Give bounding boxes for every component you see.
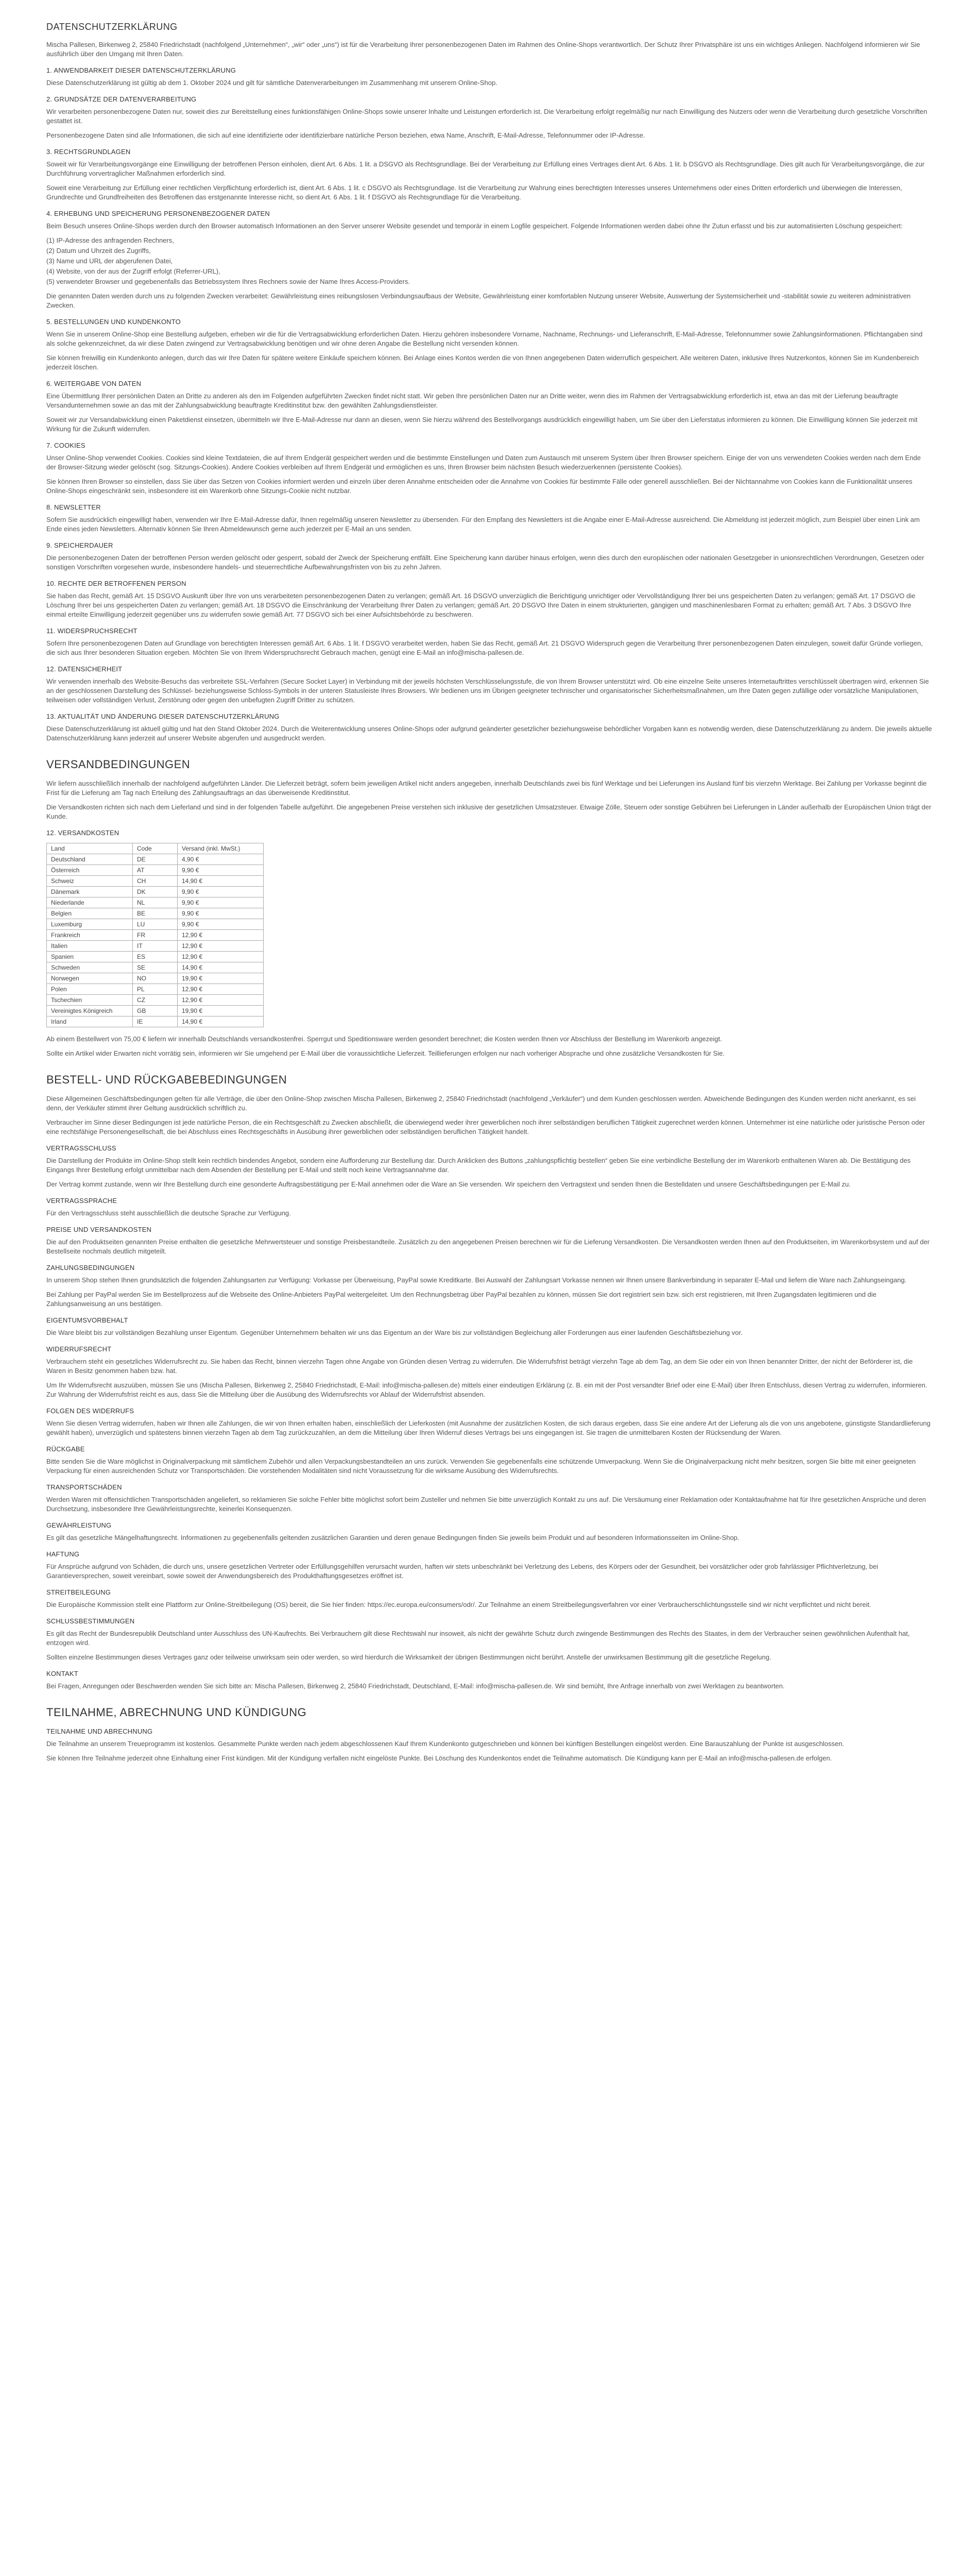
section-paragraph: Der Vertrag kommt zustande, wenn wir Ihre Bestellung durch eine gesonderte Auftragsbestätigung per E-Mail annehmen oder die Ware an Sie versenden. Wir speichern den Vertragstext und senden Ihnen die Bestelldaten und unsere Geschäftsbedingungen per E-Mail zu. xyxy=(46,1180,851,1188)
table-cell: Tschechien xyxy=(47,995,133,1006)
table-cell: LU xyxy=(133,919,178,930)
table-cell: Spanien xyxy=(47,952,133,962)
section-heading: VERTRAGSSPRACHE xyxy=(46,1197,117,1205)
section-paragraph: Sofern Sie ausdrücklich eingewilligt haben, verwenden wir Ihre E-Mail-Adresse dafür, Ihnen regelmäßig unseren Newsletter zu übersenden. Für den Empfang des Newsletters ist die Angabe einer E-Mail-Adresse ausreichend. Die Abmeldung ist jederzeit möglich, zum Beispiel über einen Link am Ende eines jeden Newsletters. Alternativ können Sie Ihren Abmeldewunsch gerne auch jederzeit per E-Mail an uns senden. xyxy=(46,516,920,533)
section-paragraph: Soweit eine Verarbeitung zur Erfüllung einer rechtlichen Verpflichtung erforderlich ist, dient Art. 6 Abs. 1 lit. c DSGVO als Rechtsgrundlage. Ist die Verarbeitung zur Wahrung eines berechtigten Interesses unseres Unternehmens oder eines Dritten erforderlich und überwiegen die Interessen, Grundrechte und Grundfreiheiten des Betroffenen das erstgenannte Interesse nicht, so dient Art. 6 Abs. 1 lit. f DSGVO als Rechtsgrundlage für die Verarbeitung. xyxy=(46,184,902,201)
section-paragraph: Sofern Ihre personenbezogenen Daten auf Grundlage von berechtigten Interessen gemäß Art. 6 Abs. 1 lit. f DSGVO verarbeitet werden, haben Sie das Recht, gemäß Art. 21 DSGVO Widerspruch gegen die Verarbeitung Ihrer personenbezogenen Daten einzulegen, soweit dafür Gründe vorliegen, die sich aus Ihrer besonderen Situation ergeben. Möchten Sie von Ihrem Widerspruchsrecht Gebrauch machen, genügt eine E-Mail an info@mischa-pallesen.de. xyxy=(46,639,923,656)
section-paragraph: Die genannten Daten werden durch uns zu folgenden Zwecken verarbeitet: Gewährleistung eines reibungslosen Verbindungsaufbaus der Website, Gewährleistung einer komfortablen Nutzung unserer Website, Auswertung der Systemsicherheit und -stabilität sowie zu weiteren administrativen Zwecken. xyxy=(46,292,911,309)
shipping-after-table-2: Sollte ein Artikel wider Erwarten nicht vorrätig sein, informieren wir Sie umgehend per E-Mail über die voraussichtliche Lieferzeit. Teillieferungen erfolgen nur nach vorheriger Absprache und ohne zusätzliche Versandkosten für Sie. xyxy=(46,1049,725,1057)
table-cell: 12,90 € xyxy=(178,984,264,995)
document-section xyxy=(46,665,932,705)
table-header-country: Land xyxy=(47,843,133,854)
section-heading: KONTAKT xyxy=(46,1670,78,1677)
table-header-row xyxy=(47,843,264,854)
table-row xyxy=(47,887,264,897)
table-row xyxy=(47,897,264,908)
table-cell: Österreich xyxy=(47,865,133,876)
table-row xyxy=(47,908,264,919)
section-list xyxy=(46,236,932,286)
shipping-cost-table xyxy=(46,843,264,1027)
section-heading: 5. BESTELLUNGEN UND KUNDENKONTO xyxy=(46,318,181,326)
table-cell: ES xyxy=(133,952,178,962)
table-cell: Irland xyxy=(47,1016,133,1027)
document-section xyxy=(46,1550,932,1581)
section-paragraph: Es gilt das Recht der Bundesrepublik Deutschland unter Ausschluss des UN-Kaufrechts. Bei Verbrauchern gilt diese Rechtswahl nur insoweit, als nicht der gewährte Schutz durch zwingende Bestimmungen des Rechts des Staates, in dem der Verbraucher seinen gewöhnlichen Aufenthalt hat, entzogen wird. xyxy=(46,1630,910,1647)
shipping-para-1: Wir liefern ausschließlich innerhalb der nachfolgend aufgeführten Länder. Die Lieferzeit beträgt, sofern beim jeweiligen Artikel nicht anders angegeben, innerhalb Deutschlands zwei bis fünf Werktage und bei Lieferungen ins Ausland fünf bis vierzehn Werktage. Bei Zahlung per Vorkasse beginnt die Frist für die Lieferung am Tag nach Erteilung des Zahlungsauftrags an das überweisende Kreditinstitut. xyxy=(46,779,927,796)
section-heading: ZAHLUNGSBEDINGUNGEN xyxy=(46,1264,135,1272)
table-cell: CZ xyxy=(133,995,178,1006)
table-row xyxy=(47,930,264,941)
section-paragraph: Soweit wir zur Versandabwicklung einen Paketdienst einsetzen, übermitteln wir Ihre E-Mail-Adresse nur dann an diesen, wenn Sie hierzu während des Bestellvorgangs ausdrücklich eingewilligt haben, um Sie über den Lieferstatus informieren zu können. Die Einwilligung können Sie jederzeit mit Wirkung für die Zukunft widerrufen. xyxy=(46,416,918,433)
table-cell: 9,90 € xyxy=(178,908,264,919)
privacy-policy-section xyxy=(46,21,932,743)
document-section xyxy=(46,1196,932,1218)
document-section xyxy=(46,441,932,496)
section-heading: WIDERRUFSRECHT xyxy=(46,1345,112,1353)
table-cell: 9,90 € xyxy=(178,865,264,876)
section-paragraph: Um Ihr Widerrufsrecht auszuüben, müssen Sie uns (Mischa Pallesen, Birkenweg 2, 25840 Friedrichstadt, E-Mail: info@mischa-pallesen.de) mittels einer eindeutigen Erklärung (z. B. ein mit der Post versandter Brief oder eine E-Mail) über Ihren Entschluss, diesen Vertrag zu widerrufen, informieren. Zur Wahrung der Widerrufsfrist reicht es aus, dass Sie die Mitteilung über die Ausübung des Widerrufsrechts vor Ablauf der Widerrufsfrist absenden. xyxy=(46,1381,927,1398)
table-header-code: Code xyxy=(133,843,178,854)
table-cell: 14,90 € xyxy=(178,962,264,973)
document-section xyxy=(46,541,932,572)
table-row xyxy=(47,876,264,887)
table-cell: Norwegen xyxy=(47,973,133,984)
order-terms-sections xyxy=(46,1144,932,1691)
table-cell: 12,90 € xyxy=(178,941,264,952)
section-paragraph: Die Ware bleibt bis zur vollständigen Bezahlung unser Eigentum. Gegenüber Unternehmern behalten wir uns das Eigentum an der Ware bis zur vollständigen Begleichung aller Forderungen aus einer laufenden Geschäftsbeziehung vor. xyxy=(46,1329,743,1336)
table-cell: Belgien xyxy=(47,908,133,919)
table-cell: 19,90 € xyxy=(178,973,264,984)
order-intro-2: Verbraucher im Sinne dieser Bedingungen ist jede natürliche Person, die ein Rechtsgeschäft zu Zwecken abschließt, die überwiegend weder ihrer gewerblichen noch ihrer selbständigen beruflichen Tätigkeit zugerechnet werden können. Unternehmer ist eine natürliche oder juristische Person oder eine rechtsfähige Personengesellschaft, die bei Abschluss eines Rechtsgeschäfts in Ausübung ihrer gewerblichen oder selbständigen beruflichen Tätigkeit handelt. xyxy=(46,1118,925,1136)
section-paragraph: Sollten einzelne Bestimmungen dieses Vertrages ganz oder teilweise unwirksam sein oder werden, so wird hierdurch die Wirksamkeit der übrigen Bestimmungen nicht berührt. Anstelle der unwirksamen Bestimmung gilt die gesetzliche Regelung. xyxy=(46,1653,771,1661)
section-paragraph: Die auf den Produktseiten genannten Preise enthalten die gesetzliche Mehrwertsteuer und sonstige Preisbestandteile. Zusätzlich zu den angegebenen Preisen berechnen wir für die Lieferung Versandkosten. Die Versandkosten werden Ihnen auf den Produktseiten, im Warenkorbsystem und auf der Bestellseite nochmals deutlich mitgeteilt. xyxy=(46,1238,930,1255)
table-cell: NL xyxy=(133,897,178,908)
privacy-intro: Mischa Pallesen, Birkenweg 2, 25840 Friedrichstadt (nachfolgend „Unternehmen“, „wir“ oder „uns“) ist für die Verarbeitung Ihrer personenbezogenen Daten im Rahmen des Online-Shops verantwortlich. Der Schutz Ihrer Privatsphäre ist uns ein wichtiges Anliegen. Nachfolgend informieren wir Sie ausführlich über den Umgang mit Ihren Daten. xyxy=(46,41,920,58)
document-section xyxy=(46,712,932,743)
privacy-sections xyxy=(46,66,932,743)
section-paragraph: Personenbezogene Daten sind alle Informationen, die sich auf eine identifizierte oder identifizierbare natürliche Person beziehen, etwa Name, Anschrift, E-Mail-Adresse, Telefonnummer oder IP-Adresse. xyxy=(46,131,645,139)
section-paragraph: Werden Waren mit offensichtlichen Transportschäden angeliefert, so reklamieren Sie solche Fehler bitte möglichst sofort beim Zusteller und nehmen Sie bitte unverzüglich Kontakt zu uns auf. Die Versäumung einer Reklamation oder Kontaktaufnahme hat für Ihre gesetzlichen Ansprüche und deren Durchsetzung, insbesondere Ihre Gewährleistungsrechte, keinerlei Konsequenzen. xyxy=(46,1496,926,1513)
section-heading: 10. RECHTE DER BETROFFENEN PERSON xyxy=(46,580,186,587)
participation-subheading: TEILNAHME UND ABRECHNUNG xyxy=(46,1727,153,1735)
list-item: (5) verwendeter Browser und gegebenenfalls das Betriebssystem Ihres Rechners sowie der Name Ihres Access-Providers. xyxy=(46,278,410,285)
shipping-terms-title: VERSANDBEDINGUNGEN xyxy=(46,758,191,771)
table-cell: Dänemark xyxy=(47,887,133,897)
table-cell: Polen xyxy=(47,984,133,995)
section-paragraph: Sie können Ihren Browser so einstellen, dass Sie über das Setzen von Cookies informiert werden und einzeln über deren Annahme entscheiden oder die Annahme von Cookies für bestimmte Fälle oder generell ausschließen. Bei der Nichtannahme von Cookies kann die Funktionalität unseres Online-Shops eingeschränkt sein, insbesondere ist ein Warenkorb ohne Sitzungs-Cookie nicht nutzbar. xyxy=(46,478,913,495)
participation-para-2: Sie können Ihre Teilnahme jederzeit ohne Einhaltung einer Frist kündigen. Mit der Kündigung verfallen nicht eingelöste Punkte. Bei Löschung des Kundenkontos endet die Teilnahme automatisch. Die Kündigung kann per E-Mail an info@mischa-pallesen.de erfolgen. xyxy=(46,1754,832,1762)
table-cell: Schweden xyxy=(47,962,133,973)
section-heading: VERTRAGSSCHLUSS xyxy=(46,1144,116,1152)
shipping-terms-section xyxy=(46,757,932,1058)
table-header-cost: Versand (inkl. MwSt.) xyxy=(178,843,264,854)
table-cell: 9,90 € xyxy=(178,887,264,897)
section-heading: 11. WIDERSPRUCHSRECHT xyxy=(46,627,137,635)
shipping-after-table-1: Ab einem Bestellwert von 75,00 € liefern wir innerhalb Deutschlands versandkostenfrei. Sperrgut und Speditionsware werden gesondert berechnet; die Kosten werden Ihnen vor Abschluss der Bestellung im Warenkorb angezeigt. xyxy=(46,1035,722,1043)
section-paragraph: Für den Vertragsschluss steht ausschließlich die deutsche Sprache zur Verfügung. xyxy=(46,1209,291,1217)
list-item: (3) Name und URL der abgerufenen Datei, xyxy=(46,257,173,265)
table-cell: CH xyxy=(133,876,178,887)
section-paragraph: Sie können freiwillig ein Kundenkonto anlegen, durch das wir Ihre Daten für spätere weitere Einkäufe speichern können. Bei Anlage eines Kontos werden die von Ihnen angegebenen Daten widerruflich gespeichert. Alle weiteren Daten, inklusive Ihres Nutzerkontos, können Sie im Kundenbereich jederzeit löschen. xyxy=(46,354,919,371)
table-row xyxy=(47,995,264,1006)
shipping-cost-table-wrap xyxy=(46,843,932,1027)
table-cell: Vereinigtes Königreich xyxy=(47,1006,133,1016)
document-section xyxy=(46,1345,932,1399)
section-heading: PREISE UND VERSANDKOSTEN xyxy=(46,1226,152,1233)
table-cell: FR xyxy=(133,930,178,941)
document-section xyxy=(46,1617,932,1662)
table-cell: SE xyxy=(133,962,178,973)
table-row xyxy=(47,952,264,962)
section-heading: STREITBEILEGUNG xyxy=(46,1588,111,1596)
document-section xyxy=(46,1144,932,1189)
section-heading: 8. NEWSLETTER xyxy=(46,503,101,511)
section-heading: FOLGEN DES WIDERRUFS xyxy=(46,1407,134,1415)
table-cell: DK xyxy=(133,887,178,897)
order-intro-1: Diese Allgemeinen Geschäftsbedingungen gelten für alle Verträge, die über den Online-Shop zwischen Mischa Pallesen, Birkenweg 2, 25840 Friedrichstadt (nachfolgend „Verkäufer“) und dem Kunden geschlossen werden. Abweichende Bedingungen des Kunden werden nicht anerkannt, es sei denn, der Verkäufer stimmt ihrer Geltung ausdrücklich schriftlich zu. xyxy=(46,1095,916,1112)
table-row xyxy=(47,1016,264,1027)
document-section xyxy=(46,317,932,372)
section-paragraph: Diese Datenschutzerklärung ist aktuell gültig und hat den Stand Oktober 2024. Durch die Weiterentwicklung unseres Online-Shops oder aufgrund geänderter gesetzlicher beziehungsweise behördlicher Vorgaben kann es notwendig werden, diese Datenschutzerklärung zu ändern. Die jeweils aktuelle Datenschutzerklärung kann jederzeit auf unserer Website abgerufen und ausgedruckt werden. xyxy=(46,725,932,742)
section-paragraph: Bei Zahlung per PayPal werden Sie im Bestellprozess auf die Webseite des Online-Anbieters PayPal weitergeleitet. Um den Rechnungsbetrag über PayPal bezahlen zu können, müssen Sie dort registriert sein bzw. sich erst registrieren, mit Ihren Zugangsdaten legitimieren und die Zahlungsanweisung an uns bestätigen. xyxy=(46,1291,876,1308)
section-paragraph: Wir verwenden innerhalb des Website-Besuchs das verbreitete SSL-Verfahren (Secure Socket Layer) in Verbindung mit der jeweils höchsten Verschlüsselungsstufe, die von Ihrem Browser unterstützt wird. Ob eine einzelne Seite unseres Internetauftrittes verschlüsselt übertragen wird, erkennen Sie an der geschlossenen Darstellung des Schlüssel- beziehungsweise Schloss-Symbols in der unteren Statusleiste Ihres Browsers. Wir bedienen uns im Übrigen geeigneter technischer und organisatorischer Sicherheitsmaßnahmen, um Ihre Daten gegen zufällige oder vorsätzliche Manipulationen, teilweisen oder vollständigen Verlust, Zerstörung oder gegen den unbefugten Zugriff Dritter zu schützen. xyxy=(46,677,929,704)
table-cell: 19,90 € xyxy=(178,1006,264,1016)
section-heading: 3. RECHTSGRUNDLAGEN xyxy=(46,148,131,156)
document-section xyxy=(46,66,932,88)
privacy-policy-title: DATENSCHUTZERKLÄRUNG xyxy=(46,22,178,32)
table-cell: 14,90 € xyxy=(178,1016,264,1027)
table-cell: 4,90 € xyxy=(178,854,264,865)
document-section xyxy=(46,379,932,434)
list-item: (4) Website, von der aus der Zugriff erfolgt (Referrer-URL), xyxy=(46,267,220,275)
document-section xyxy=(46,95,932,140)
document-section xyxy=(46,1669,932,1691)
table-row xyxy=(47,973,264,984)
section-heading: 4. ERHEBUNG UND SPEICHERUNG PERSONENBEZOGENER DATEN xyxy=(46,210,270,217)
table-row xyxy=(47,962,264,973)
section-heading: 9. SPEICHERDAUER xyxy=(46,541,113,549)
document-section xyxy=(46,1225,932,1256)
list-item: (1) IP-Adresse des anfragenden Rechners, xyxy=(46,236,174,244)
section-paragraph: Verbrauchern steht ein gesetzliches Widerrufsrecht zu. Sie haben das Recht, binnen vierzehn Tagen ohne Angabe von Gründen diesen Vertrag zu widerrufen. Die Widerrufsfrist beträgt vierzehn Tage ab dem Tag, an dem Sie oder ein von Ihnen benannter Dritter, der nicht der Beförderer ist, die Waren in Besitz genommen haben bzw. hat. xyxy=(46,1358,913,1375)
table-row xyxy=(47,919,264,930)
table-cell: Frankreich xyxy=(47,930,133,941)
table-cell: Niederlande xyxy=(47,897,133,908)
table-cell: 9,90 € xyxy=(178,919,264,930)
table-cell: IE xyxy=(133,1016,178,1027)
section-paragraph: Eine Übermittlung Ihrer persönlichen Daten an Dritte zu anderen als den im Folgenden aufgeführten Zwecken findet nicht statt. Wir geben Ihre persönlichen Daten nur an Dritte weiter, wenn dies im Rahmen der Vertragsabwicklung erforderlich ist, etwa an das mit der Lieferung beauftragte Versandunternehmen sowie an das mit der Zahlungsabwicklung beauftragte Kreditinstitut bzw. den gewählten Zahlungsdienstleister. xyxy=(46,392,899,409)
section-heading: RÜCKGABE xyxy=(46,1445,85,1453)
section-paragraph: In unserem Shop stehen Ihnen grundsätzlich die folgenden Zahlungsarten zur Verfügung: Vorkasse per Überweisung, PayPal sowie Kreditkarte. Bei Auswahl der Zahlungsart Vorkasse nennen wir Ihnen unsere Bankverbindung in separater E-Mail und liefern die Ware nach Zahlungseingang. xyxy=(46,1276,907,1284)
list-item: (2) Datum und Uhrzeit des Zugriffs, xyxy=(46,247,151,255)
table-cell: IT xyxy=(133,941,178,952)
participation-para-1: Die Teilnahme an unserem Treueprogramm ist kostenlos. Gesammelte Punkte werden nach jedem abgeschlossenen Kauf Ihrem Kundenkonto gutgeschrieben und können bei künftigen Bestellungen eingelöst werden. Eine Barauszahlung der Punkte ist ausgeschlossen. xyxy=(46,1740,845,1748)
document-section xyxy=(46,1588,932,1609)
section-paragraph: Sie haben das Recht, gemäß Art. 15 DSGVO Auskunft über Ihre von uns verarbeiteten personenbezogenen Daten zu verlangen; gemäß Art. 16 DSGVO unverzüglich die Berichtigung unrichtiger oder Vervollständigung Ihrer bei uns gespeicherten Daten zu verlangen; gemäß Art. 17 DSGVO die Löschung Ihrer bei uns gespeicherten Daten zu verlangen; gemäß Art. 18 DSGVO die Einschränkung der Verarbeitung Ihrer Daten zu verlangen; gemäß Art. 20 DSGVO Ihre Daten in einem strukturierten, gängigen und maschinenlesbaren Format zu erhalten; gemäß Art. 7 Abs. 3 DSGVO Ihre einmal erteilte Einwilligung jederzeit gegenüber uns zu widerrufen sowie gemäß Art. 77 DSGVO sich bei einer Aufsichtsbehörde zu beschweren. xyxy=(46,592,916,618)
participation-section xyxy=(46,1705,932,1763)
section-heading: GEWÄHRLEISTUNG xyxy=(46,1521,112,1529)
table-cell: 12,90 € xyxy=(178,952,264,962)
table-cell: 12,90 € xyxy=(178,930,264,941)
section-paragraph: Die personenbezogenen Daten der betroffenen Person werden gelöscht oder gesperrt, sobald der Zweck der Speicherung entfällt. Eine Speicherung kann darüber hinaus erfolgen, wenn dies durch den europäischen oder nationalen Gesetzgeber in unionsrechtlichen Verordnungen, Gesetzen oder sonstigen Vorschriften vorgesehen wurde, insbesondere handels- und steuerrechtliche Aufbewahrungsfristen von bis zu zehn Jahren. xyxy=(46,554,924,571)
document-section xyxy=(46,1445,932,1476)
table-cell: Schweiz xyxy=(47,876,133,887)
section-paragraph: Die Darstellung der Produkte im Online-Shop stellt kein rechtlich bindendes Angebot, sondern eine Aufforderung zur Bestellung dar. Durch Anklicken des Buttons „zahlungspflichtig bestellen“ geben Sie eine verbindliche Bestellung der im Warenkorb enthaltenen Waren ab. Die Bestätigung des Eingangs Ihrer Bestellung erfolgt unmittelbar nach dem Absenden der Bestellung per E-Mail und stellt noch keine Vertragsannahme dar. xyxy=(46,1157,911,1174)
document-section xyxy=(46,626,932,657)
table-cell: Deutschland xyxy=(47,854,133,865)
section-paragraph: Diese Datenschutzerklärung ist gültig ab dem 1. Oktober 2024 und gilt für sämtliche Datenverarbeitungen im Zusammenhang mit unserem Online-Shop. xyxy=(46,79,497,87)
section-heading: 6. WEITERGABE VON DATEN xyxy=(46,380,142,387)
section-heading: TRANSPORTSCHÄDEN xyxy=(46,1483,122,1491)
shipping-para-2: Die Versandkosten richten sich nach dem Lieferland und sind in der folgenden Tabelle aufgeführt. Die angegebenen Preise verstehen sich inklusive der gesetzlichen Umsatzsteuer. Etwaige Zölle, Steuern oder sonstige Gebühren bei Lieferungen in Länder außerhalb der Europäischen Union trägt der Kunde. xyxy=(46,803,932,820)
section-heading: EIGENTUMSVORBEHALT xyxy=(46,1316,128,1324)
section-heading: HAFTUNG xyxy=(46,1550,80,1558)
order-return-terms-section xyxy=(46,1073,932,1691)
table-cell: PL xyxy=(133,984,178,995)
section-paragraph: Wenn Sie in unserem Online-Shop eine Bestellung aufgeben, erheben wir die für die Vertragsabwicklung erforderlichen Daten. Hierzu gehören insbesondere Vorname, Nachname, Rechnungs- und Lieferanschrift, E-Mail-Adresse, Telefonnummer sowie Zahlungsinformationen. Pflichtangaben sind als solche gekennzeichnet, da wir diese Daten zwingend zur Vertragsabwicklung benötigen und wir ohne deren Angabe die Bestellung nicht versenden können. xyxy=(46,330,923,347)
table-cell: Luxemburg xyxy=(47,919,133,930)
table-row xyxy=(47,854,264,865)
document-section xyxy=(46,503,932,534)
table-row xyxy=(47,1006,264,1016)
document-section xyxy=(46,1483,932,1514)
document-content xyxy=(46,21,932,1763)
document-section xyxy=(46,1316,932,1337)
section-heading: 2. GRUNDSÄTZE DER DATENVERARBEITUNG xyxy=(46,95,197,103)
section-paragraph: Bitte senden Sie die Ware möglichst in Originalverpackung mit sämtlichem Zubehör und allen Verpackungsbestandteilen an uns zurück. Verwenden Sie gegebenenfalls eine schützende Umverpackung. Wenn Sie die Originalverpackung nicht mehr besitzen, sorgen Sie bitte mit einer geeigneten Verpackung für einen ausreichenden Schutz vor Transportschäden. Die vorstehenden Modalitäten sind nicht Voraussetzung für die wirksame Ausübung des Widerrufsrechts. xyxy=(46,1458,916,1475)
table-cell: GB xyxy=(133,1006,178,1016)
section-paragraph: Wenn Sie diesen Vertrag widerrufen, haben wir Ihnen alle Zahlungen, die wir von Ihnen erhalten haben, einschließlich der Lieferkosten (mit Ausnahme der zusätzlichen Kosten, die sich daraus ergeben, dass Sie eine andere Art der Lieferung als die von uns angebotene, günstigste Standardlieferung gewählt haben), unverzüglich und spätestens binnen vierzehn Tagen ab dem Tag zurückzuzahlen, an dem die Mitteilung über Ihren Widerruf dieses Vertrags bei uns eingegangen ist. Sie tragen die unmittelbaren Kosten der Rücksendung der Waren. xyxy=(46,1419,931,1436)
section-paragraph: Es gilt das gesetzliche Mängelhaftungsrecht. Informationen zu gegebenenfalls geltenden zusätzlichen Garantien und deren genaue Bedingungen finden Sie jeweils beim Produkt und auf besonderen Informationsseiten im Online-Shop. xyxy=(46,1534,740,1541)
section-paragraph: Unser Online-Shop verwendet Cookies. Cookies sind kleine Textdateien, die auf Ihrem Endgerät gespeichert werden und die bestimmte Einstellungen und Daten zum Austausch mit unserem System über Ihren Browser speichern. Einige der von uns verwendeten Cookies werden nach dem Ende der Browser-Sitzung wieder gelöscht (sog. Sitzungs-Cookies). Andere Cookies verbleiben auf Ihrem Endgerät und ermöglichen es uns, Ihren Browser beim nächsten Besuch wiederzuerkennen (persistente Cookies). xyxy=(46,454,921,471)
section-heading: 12. DATENSICHERHEIT xyxy=(46,665,123,673)
section-heading: 13. AKTUALITÄT UND ÄNDERUNG DIESER DATENSCHUTZERKLÄRUNG xyxy=(46,713,280,720)
section-paragraph: Bei Fragen, Anregungen oder Beschwerden wenden Sie sich bitte an: Mischa Pallesen, Birkenweg 2, 25840 Friedrichstadt, Deutschland, E-Mail: info@mischa-pallesen.de. Wir sind bemüht, Ihre Anfrage innerhalb von zwei Werktagen zu beantworten. xyxy=(46,1682,785,1690)
table-cell: DE xyxy=(133,854,178,865)
document-section xyxy=(46,209,932,310)
section-heading: SCHLUSSBESTIMMUNGEN xyxy=(46,1617,135,1625)
table-cell: BE xyxy=(133,908,178,919)
table-cell: 12,90 € xyxy=(178,995,264,1006)
document-section xyxy=(46,1406,932,1437)
section-heading: 7. COOKIES xyxy=(46,442,85,449)
table-row xyxy=(47,941,264,952)
document-section xyxy=(46,1263,932,1309)
table-cell: Italien xyxy=(47,941,133,952)
table-cell: NO xyxy=(133,973,178,984)
participation-title: TEILNAHME, ABRECHNUNG UND KÜNDIGUNG xyxy=(46,1706,307,1719)
table-cell: AT xyxy=(133,865,178,876)
document-section xyxy=(46,147,932,202)
section-heading: 1. ANWENDBARKEIT DIESER DATENSCHUTZERKLÄRUNG xyxy=(46,66,236,74)
section-paragraph: Die Europäische Kommission stellt eine Plattform zur Online-Streitbeilegung (OS) bereit, die Sie hier finden: https://ec.europa.eu/consumers/odr/. Zur Teilnahme an einem Streitbeilegungsverfahren vor einer Verbraucherschlichtungsstelle sind wir nicht verpflichtet und nicht bereit. xyxy=(46,1601,871,1608)
shipping-table-body xyxy=(47,854,264,1027)
table-cell: 9,90 € xyxy=(178,897,264,908)
document-section xyxy=(46,579,932,619)
shipping-table-heading: 12. VERSANDKOSTEN xyxy=(46,829,119,837)
table-cell: 14,90 € xyxy=(178,876,264,887)
table-row xyxy=(47,984,264,995)
section-paragraph: Wir verarbeiten personenbezogene Daten nur, soweit dies zur Bereitstellung eines funktionsfähigen Online-Shops sowie unserer Inhalte und Leistungen erforderlich ist. Die Verarbeitung erfolgt regelmäßig nur nach Einwilligung des Nutzers oder wenn die Verarbeitung durch gesetzliche Vorschriften gestattet ist. xyxy=(46,108,927,125)
section-paragraph: Für Ansprüche aufgrund von Schäden, die durch uns, unsere gesetzlichen Vertreter oder Erfüllungsgehilfen verursacht wurden, haften wir stets unbeschränkt bei Verletzung des Lebens, des Körpers oder der Gesundheit, bei vorsätzlicher oder grob fahrlässiger Pflichtverletzung, bei Garantieversprechen, soweit vereinbart, sowie soweit der Anwendungsbereich des Produkthaftungsgesetzes eröffnet ist. xyxy=(46,1563,879,1580)
order-terms-title: BESTELL- UND RÜCKGABEBEDINGUNGEN xyxy=(46,1073,287,1086)
section-paragraph: Soweit wir für Verarbeitungsvorgänge eine Einwilligung der betroffenen Person einholen, dient Art. 6 Abs. 1 lit. a DSGVO als Rechtsgrundlage. Bei der Verarbeitung zur Erfüllung eines Vertrages dient Art. 6 Abs. 1 lit. b DSGVO als Rechtsgrundlage. Dies gilt auch für Verarbeitungsvorgänge, die zur Durchführung vorvertraglicher Maßnahmen erforderlich sind. xyxy=(46,160,925,177)
section-paragraph: Beim Besuch unseres Online-Shops werden durch den Browser automatisch Informationen an den Server unserer Website gesendet und temporär in einem Logfile gespeichert. Folgende Informationen werden dabei ohne Ihr Zutun erfasst und bis zur automatisierten Löschung gespeichert: xyxy=(46,222,903,230)
document-section xyxy=(46,1521,932,1543)
table-row xyxy=(47,865,264,876)
